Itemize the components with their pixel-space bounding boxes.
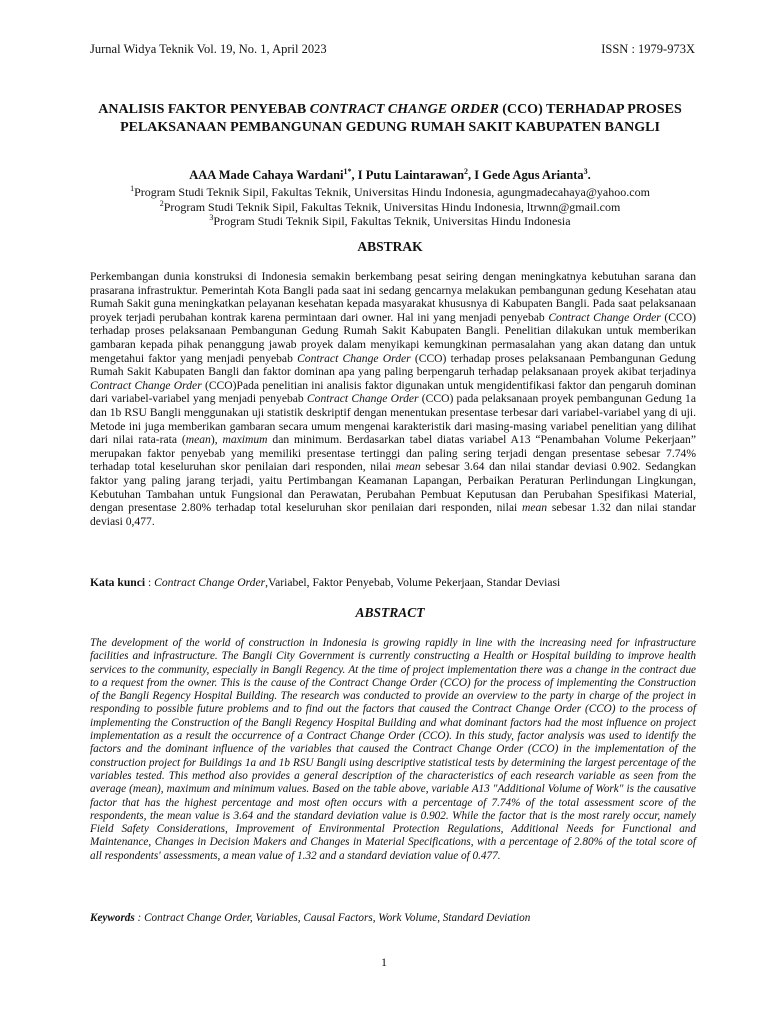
abstrak-segment: (CCO)Pada penelitian ini analisis faktor digunakan untuk mengidentifikasi faktor dan pengaruh dominan dari variabel-variabel yang menjadi penyebab [90, 378, 696, 406]
abstrak-segment: dan minimum. Berdasarkan tabel diatas variabel A13 “Penambahan Volume Pekerjaan” merupakan faktor penyebab yang memiliki presentase tertinggi dan paling sering terjadi dengan presentase sebesar 7.74% terhadap total keseluruhan skor penilaian dari responden, nilai [90, 433, 696, 474]
abstrak-segment: Contract Change Order [90, 378, 202, 392]
abstrak-segment: (CCO) terhadap proses pelaksanaan Pembangunan Gedung Rumah Sakit Kabupaten Bangli dan faktor dominan apa yang paling berpengaruh terhadap pelaksanaan proyek akibat terjadinya [90, 351, 696, 379]
abstrak-segment: Perkembangan dunia konstruksi di Indonesia semakin berkembang pesat seiring dengan meningkatnya kebutuhan sarana dan prasarana infrastruktur. Pemerintah Kota Bangli pada saat ini sedang gencarnya melakukan pembangunan gedung Kesehatan atau Rumah Sakit guna meningkatkan pelayanan kesehatan kepada masyarakat khususnya di Kabupaten Bangli. Pada saat pelaksanaan proyek terjadi perubahan kontrak karena permintaan dari owner. Hal ini yang menjadi penyebab [90, 270, 696, 324]
author-1-sup: 1* [343, 167, 352, 176]
paper-title [90, 101, 690, 137]
keywords [90, 912, 696, 924]
abstrak-segment: sebesar 3.64 dan nilai standar deviasi 0.902. Sedangkan faktor yang paling jarang terjadi, yaitu Pertimbangan Keamanan Lapangan, Perbaikan Peraturan Perlindungan Lingkungan, Kebutuhan Tambahan untuk Fungsional dan Perawatan, Perubahan Pembuat Keputusan dan Perubahan Spesifikasi Material, dengan presentase 2.80% terhadap total keseluruhan skor penilaian dari responden, nilai [90, 460, 696, 515]
page-number: 1 [381, 955, 387, 969]
abstract-body: The development of the world of construction in Indonesia is growing rapidly in line with the increasing need for infrastructure facilities and infrastructure. The Bangli City Government is currently constructing a Health or Hospital building to improve health services to the community, especially in Bangli Regency. At the time of project implementation there was a change in the contract due to a request from the owner. This is the cause of the Contract Change Order (CCO) for the process of implementing the Construction of the Bangli Regency Hospital Building. The research was conducted to provide an overview to the party in charge of the project in responding to possible future problems and to find out the factors that caused the Contract Change Order (CCO) to the process of implementing the Construction of the Bangli Regency Hospital Building and what dominant factors had the most influence on project implementation as a result the occurrence of a Contract Change Order (CCO). In this study, factor analysis was used to identify the factors and the dominant influence of the variables that caused the Contract Change Order (CCO) in the implementation of the construction project for Buildings 1a and 1b RSU Bangli using descriptive statistical tests by determining the largest percentage of the variables tested. This method also provides a general description of the characteristics of each research variable as seen from the average (mean), maximum and minimum values. Based on the table above, variable A13 "Additional Volume of Work" is the causative factor that has the highest percentage and most often occurs with a percentage of 7.74% of the total assessment score of the respondents, the mean value is 3.64 and the standard deviation value is 0.902. While the factor that is the most rarely occur, namely Field Safety Considerations, Improvement of Environmental Protection Regulations, Additional Needs for Functional and Maintenance, Changes in Decision Makers and Changes in Material Specifications, with a percentage of 2.80% of the total score of all respondents' assessments, a mean value of 1.32 and a standard deviation value of 0.477. [90, 637, 696, 862]
kata-kunci-label: Kata kunci [90, 576, 146, 589]
abstrak-segment: mean [185, 433, 211, 447]
author-end: . [587, 168, 591, 183]
author-2-sup: 2 [464, 167, 469, 176]
abstrak-segment: (CCO) pada pelaksanaan proyek pembangunan Gedung 1a dan 1b RSU Bangli menggunakan uji statistik deskriptif dengan menentukan presentase terbesar dari variabel-variabel yang di uji. Metode ini juga memberikan gambaran secara umum mengenai karakteristik dari masing-masing variabel penelitian yang dilihat dari nilai rata-rata ( [90, 392, 696, 447]
author-1: AAA Made Cahaya Wardani [189, 168, 344, 183]
affiliation-1 [90, 184, 690, 200]
abstract-heading: ABSTRACT [355, 605, 425, 620]
keywords-text: : Contract Change Order, Variables, Causal Factors, Work Volume, Standard Deviation [134, 912, 531, 924]
author-list [90, 167, 690, 183]
author-2: , I Putu Laintarawan [351, 168, 465, 183]
abstrak-segment: mean [521, 501, 548, 515]
affiliation-1-text: Program Studi Teknik Sipil, Fakultas Teknik, Universitas Hindu Indonesia, agungmadecahaya@yahoo.com [134, 185, 650, 199]
abstrak-segment: mean [395, 460, 421, 474]
title-italic: CONTRACT CHANGE ORDER [309, 102, 499, 117]
author-3: , I Gede Agus Arianta [468, 168, 584, 183]
abstrak-segment: Contract Change Order [297, 351, 411, 365]
affiliation-3-text: Program Studi Teknik Sipil, Fakultas Teknik, Universitas Hindu Indonesia [213, 214, 571, 228]
affiliation-3-sup: 3 [209, 213, 214, 222]
kata-kunci [90, 576, 696, 589]
kata-kunci-italic: Contract Change Order [154, 576, 266, 589]
affiliation-3 [90, 213, 690, 229]
abstrak-segment: (CCO) terhadap proses pelaksanaan Pembangunan Gedung Rumah Sakit Kabupaten Bangli. Penelitian dilakukan untuk memberikan gambaran kepada pihak penanggung jawab proyek dalam menyikapi kemungkinan permasalahan yang akan datang dan untuk mengetahui faktor yang menjadi penyebab [90, 310, 696, 365]
title-part1: ANALISIS FAKTOR PENYEBAB [98, 102, 310, 117]
abstrak-segment: Contract Change Order [306, 392, 419, 406]
abstrak-body [90, 270, 696, 528]
abstrak-segment: ), [210, 433, 223, 447]
abstrak-segment: sebesar 1.32 dan nilai standar deviasi 0,477. [90, 501, 696, 528]
kata-kunci-sep: : [145, 576, 155, 589]
affiliation-2-sup: 2 [159, 199, 164, 208]
affiliation-2-text: Program Studi Teknik Sipil, Fakultas Teknik, Universitas Hindu Indonesia, ltrwnn@gmail.com [163, 200, 621, 214]
keywords-label: Keywords [90, 912, 135, 924]
kata-kunci-rest: ,Variabel, Faktor Penyebab, Volume Pekerjaan, Standar Deviasi [265, 576, 561, 589]
abstrak-segment: Contract Change Order [548, 310, 661, 324]
affiliation-1-sup: 1 [130, 184, 135, 193]
author-3-sup: 3 [583, 167, 588, 176]
title-part2: (CCO) TERHADAP PROSES PELAKSANAAN PEMBANGUNAN GEDUNG RUMAH SAKIT KABUPATEN BANGLI [120, 102, 682, 135]
abstrak-segment: maximum [222, 433, 268, 447]
journal-header: Jurnal Widya Teknik Vol. 19, No. 1, April 2023 [90, 42, 327, 56]
abstrak-heading: ABSTRAK [357, 239, 423, 254]
issn-header: ISSN : 1979-973X [601, 42, 695, 56]
